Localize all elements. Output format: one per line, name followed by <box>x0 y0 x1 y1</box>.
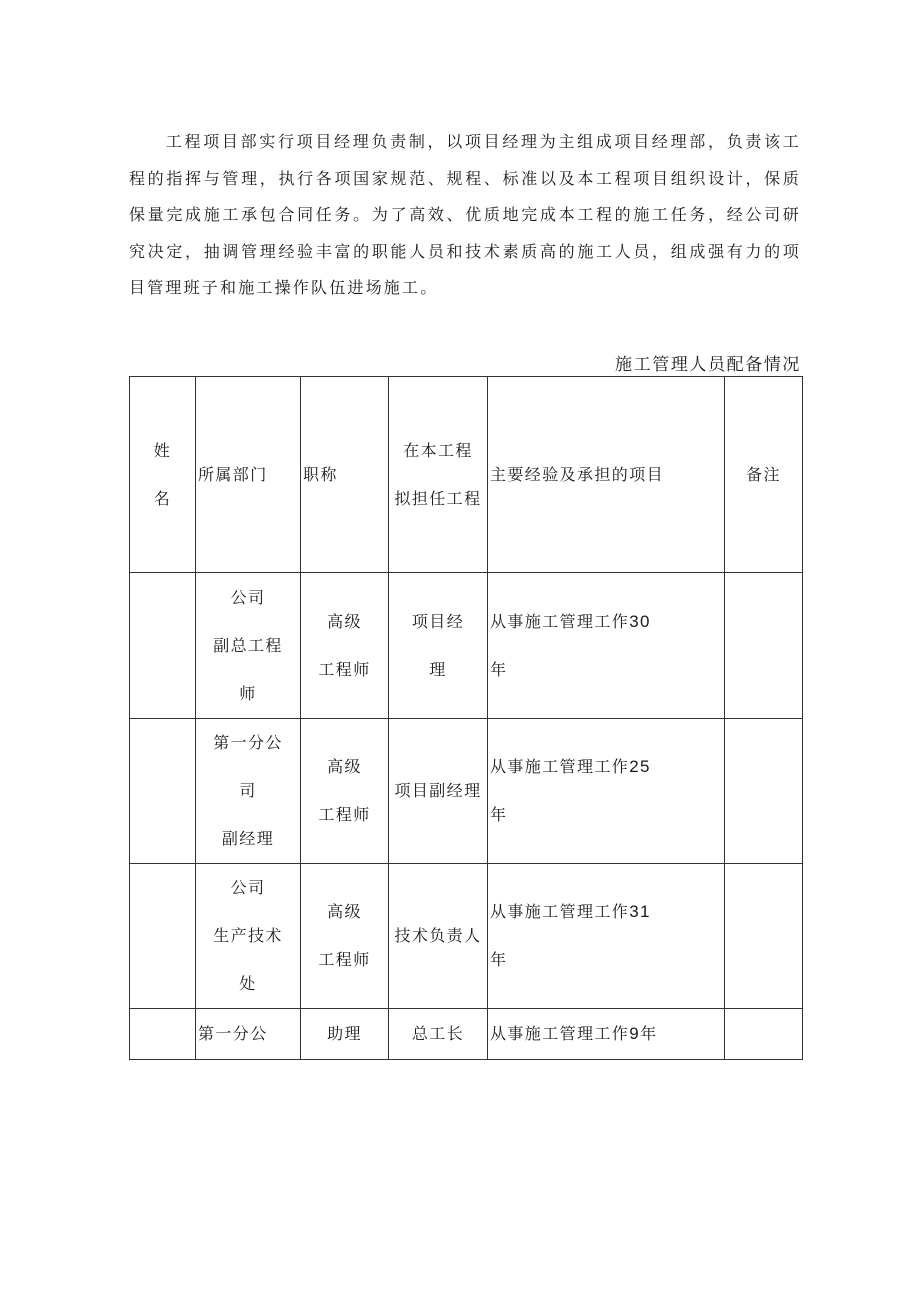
name-cell <box>130 864 196 1009</box>
remarks-cell <box>725 1009 803 1060</box>
header-row <box>130 377 803 573</box>
experience-cell: 从事施工管理工作9年 <box>488 1009 725 1060</box>
department-cell: 公司 生产技术 处 <box>196 864 301 1009</box>
experience-cell: 从事施工管理工作31 年 <box>488 864 725 1009</box>
header-title: 职称 <box>301 377 389 573</box>
title-cell: 高级 工程师 <box>301 864 389 1009</box>
table-row <box>130 1009 803 1060</box>
intro-paragraph: 工程项目部实行项目经理负责制，以项目经理为主组成项目经理部，负责该工程的指挥与管理，执行各项国家规范、规程、标准以及本工程项目组织设计，保质保量完成施工承包合同任务。为了高效、优质地完成本工程的施工任务，经公司研究决定，抽调管理经验丰富的职能人员和技术素质高的施工人员，组成强有力的项目管理班子和施工操作队伍进场施工。 <box>129 132 801 297</box>
staff-table <box>129 376 803 1060</box>
name-cell <box>130 719 196 864</box>
experience-cell: 从事施工管理工作30 年 <box>488 573 725 719</box>
title-cell: 高级 工程师 <box>301 573 389 719</box>
table-caption: 施工管理人员配备情况 <box>615 355 801 375</box>
role-cell: 技术负责人 <box>389 864 488 1009</box>
header-role: 在本工程 拟担任工程 <box>389 377 488 573</box>
department-cell: 公司 副总工程 师 <box>196 573 301 719</box>
header-remarks: 备注 <box>725 377 803 573</box>
header-experience: 主要经验及承担的项目 <box>488 377 725 573</box>
experience-cell: 从事施工管理工作25 年 <box>488 719 725 864</box>
header-department: 所属部门 <box>196 377 301 573</box>
role-cell: 项目副经理 <box>389 719 488 864</box>
remarks-cell <box>725 573 803 719</box>
title-cell: 助理 <box>301 1009 389 1060</box>
role-cell: 总工长 <box>389 1009 488 1060</box>
name-cell <box>130 1009 196 1060</box>
name-cell <box>130 573 196 719</box>
department-cell: 第一分公 <box>196 1009 301 1060</box>
remarks-cell <box>725 719 803 864</box>
table-row <box>130 864 803 1009</box>
title-cell: 高级 工程师 <box>301 719 389 864</box>
table-row <box>130 719 803 864</box>
remarks-cell <box>725 864 803 1009</box>
table-row <box>130 573 803 719</box>
department-cell: 第一分公 司 副经理 <box>196 719 301 864</box>
header-name: 姓 名 <box>130 377 196 573</box>
role-cell: 项目经 理 <box>389 573 488 719</box>
